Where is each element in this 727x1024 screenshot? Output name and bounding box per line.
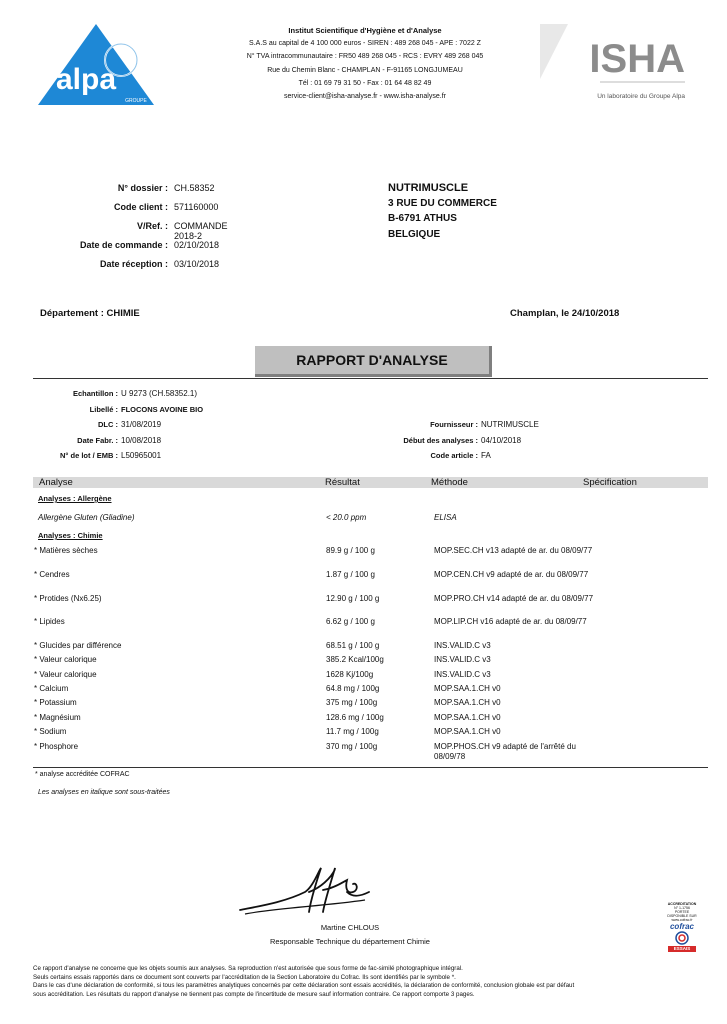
row-method: MOP.LIP.CH v16 adapté de ar. du 08/09/77: [434, 617, 587, 626]
footer-disclaimer: [33, 965, 713, 999]
cofrac-accreditation: ACCREDITATION: [667, 902, 697, 906]
row-analysis: * Potassium: [34, 698, 77, 707]
row-result: 1628 Kj/100g: [326, 670, 374, 679]
col-result: Résultat: [325, 477, 360, 488]
row-result: 375 mg / 100g: [326, 698, 378, 707]
client-code-label: Code client :: [113, 202, 168, 212]
row-result: 89.9 g / 100 g: [326, 546, 375, 555]
lab-line-4: Tél : 01 69 79 31 50 - Fax : 01 64 48 82 49: [298, 79, 432, 87]
signature: [235, 862, 375, 920]
table-row: [33, 655, 708, 669]
sample-label: Echantillon :: [73, 389, 118, 398]
row-method: MOP.SAA.1.CH v0: [434, 727, 501, 736]
row-result: 128.6 mg / 100g: [326, 713, 384, 722]
client-address: [388, 182, 497, 240]
row-analysis: * Phosphore: [34, 742, 79, 751]
lot-label: N° de lot / EMB :: [60, 451, 118, 460]
label-label: Libellé :: [89, 404, 118, 414]
table-row: [33, 670, 708, 684]
row-method: ELISA: [434, 513, 457, 522]
department: Département : CHIMIE: [40, 308, 140, 319]
cofrac-number: N° 1-1756: [674, 906, 690, 910]
table-row: [33, 698, 708, 712]
table-row: [33, 713, 708, 727]
table-row: [33, 617, 708, 631]
client-name: NUTRIMUSCLE: [388, 182, 469, 194]
subcontract-note: Les analyses en italique sont sous-traitées: [38, 789, 170, 796]
sample-info-right: [360, 420, 620, 467]
alpa-logo-text: alpa: [55, 63, 117, 96]
dossier-label: N° dossier :: [117, 183, 168, 193]
label-value: FLOCONS AVOINE BIO: [121, 404, 204, 414]
cofrac-symbol-icon: [671, 931, 693, 945]
order-date-label: Date de commande :: [79, 240, 168, 250]
row-method: MOP.PHOS.CH v9 adapté de l'arrêté du 08/09/78: [434, 742, 576, 761]
row-result: < 20.0 ppm: [326, 513, 367, 522]
row-result: 6.62 g / 100 g: [326, 617, 375, 626]
row-analysis: * Sodium: [34, 727, 67, 736]
client-city: B-6791 ATHUS: [388, 213, 457, 224]
row-method: MOP.SAA.1.CH v0: [434, 684, 501, 693]
table-row: [33, 684, 708, 698]
row-analysis: * Lipides: [34, 617, 65, 626]
cofrac-brand: cofrac: [669, 922, 694, 931]
isha-logo-text: ISHA: [589, 37, 685, 81]
supplier-label: Fournisseur :: [430, 420, 478, 429]
row-result: 68.51 g / 100 g: [326, 641, 380, 650]
alpa-logo: [36, 22, 156, 107]
row-analysis: * Cendres: [34, 570, 70, 579]
dossier-block: [40, 183, 230, 278]
row-method: MOP.SAA.1.CH v0: [434, 713, 501, 722]
cofrac-logo: [658, 902, 706, 970]
row-result: 385.2 Kcal/100g: [326, 655, 384, 664]
section-chemistry: Analyses : Chimie: [38, 531, 103, 540]
place-date: Champlan, le 24/10/2018: [510, 308, 620, 319]
cofrac-essais: ESSAIS: [668, 946, 696, 952]
row-result: 12.90 g / 100 g: [326, 594, 380, 603]
reception-date-value: 03/10/2018: [174, 259, 220, 269]
row-method: INS.VALID.C v3: [434, 655, 491, 664]
row-analysis: * Valeur calorique: [34, 655, 97, 664]
row-analysis: * Protides (Nx6.25): [34, 594, 102, 603]
footer-line-4: sous accréditation. Les résultats du rapport d'analyse ne tiennent pas compte de l'incertitude de mesure sauf information contraire. Ce rapport comporte 3 pages.: [33, 990, 475, 998]
row-method: MOP.PRO.CH v14 adapté de ar. du 08/09/77: [434, 594, 594, 603]
signatory-role: Responsable Technique du département Chimie: [270, 937, 430, 946]
row-analysis: * Calcium: [34, 684, 69, 693]
sample-info-left: [33, 389, 293, 467]
table-row: [33, 641, 708, 655]
table-row: [33, 513, 708, 527]
isha-logo: [540, 24, 690, 104]
order-date-value: 02/10/2018: [174, 240, 220, 250]
row-result: 370 mg / 100g: [326, 742, 378, 751]
accreditation-note: * analyse accréditée COFRAC: [35, 771, 130, 778]
ref-value: COMMANDE 2018-2: [174, 221, 228, 241]
isha-tagline: Un laboratoire du Groupe Alpa: [597, 93, 685, 100]
row-analysis: Allergène Gluten (Gliadine): [38, 513, 135, 522]
lab-line-5: service-client@isha-analyse.fr - www.isha-analyse.fr: [284, 93, 446, 101]
row-method: MOP.CEN.CH v9 adapté de ar. du 08/09/77: [434, 570, 589, 579]
col-analyse: Analyse: [39, 477, 73, 488]
supplier-value: NUTRIMUSCLE: [481, 420, 539, 429]
table-bottom-line: [33, 767, 708, 768]
dlc-value: 31/08/2019: [121, 420, 162, 429]
lab-line-2: N° TVA intracommunautaire : FR50 489 268 045 - RCS : EVRY 489 268 045: [246, 53, 484, 61]
row-method: MOP.SEC.CH v13 adapté de ar. du 08/09/77: [434, 546, 593, 555]
table-row: [33, 594, 708, 608]
table-row: [33, 546, 708, 560]
row-analysis: * Magnésium: [34, 713, 81, 722]
row-result: 64.8 mg / 100g: [326, 684, 380, 693]
signatory-name: Martine CHLOUS: [320, 923, 380, 932]
report-title: RAPPORT D'ANALYSE: [255, 346, 492, 377]
lab-line-1: S.A.S au capital de 4 100 000 euros - SIREN : 489 268 045 - APE : 7022 Z: [249, 40, 481, 48]
manufacture-date-label: Date Fabr. :: [77, 435, 118, 445]
analysis-start-label: Début des analyses :: [403, 435, 478, 445]
analysis-start-value: 04/10/2018: [481, 435, 522, 445]
row-method: MOP.SAA.1.CH v0: [434, 698, 501, 707]
footer-line-1: Ce rapport d'analyse ne concerne que les objets soumis aux analyses. Sa reproduction n'est autorisée que sous forme de fac-similé photographique intégral.: [33, 965, 463, 972]
client-street: 3 RUE DU COMMERCE: [388, 198, 497, 209]
results-table-header: [33, 477, 708, 488]
alpa-logo-sub: GROUPE: [125, 98, 147, 104]
lot-value: L50965001: [121, 451, 162, 460]
row-analysis: * Glucides par différence: [34, 641, 122, 650]
col-specification: Spécification: [583, 477, 637, 488]
article-code-value: FA: [481, 451, 491, 460]
row-result: 11.7 mg / 100g: [326, 727, 379, 736]
cofrac-dispo: DISPONIBLE SUR: [667, 914, 697, 918]
ref-label: V/Ref. :: [136, 221, 168, 231]
lab-name: Institut Scientifique d'Hygiène et d'Analyse: [288, 26, 442, 35]
client-country: BELGIQUE: [388, 229, 441, 240]
lab-line-3: Rue du Chemin Blanc - CHAMPLAN - F-91165 LONGJUMEAU: [267, 66, 463, 74]
footer-line-3: Dans le cas d'une déclaration de conformité, si tous les paramètres analytiques concernés par cette déclaration sont essais accrédités, la déclaration de conformité, conclusion globale est par défaut: [33, 982, 575, 989]
divider: [33, 378, 708, 379]
sample-value: U 9273 (CH.58352.1): [121, 389, 198, 398]
lab-header: [210, 24, 520, 103]
row-analysis: * Matières sèches: [34, 546, 98, 555]
article-code-label: Code article :: [430, 451, 478, 460]
reception-date-label: Date réception :: [99, 259, 168, 269]
row-method: INS.VALID.C v3: [434, 641, 491, 650]
row-method: INS.VALID.C v3: [434, 670, 491, 679]
client-code-value: 571160000: [174, 202, 219, 212]
row-result: 1.87 g / 100 g: [326, 570, 375, 579]
table-row: [33, 570, 708, 584]
dossier-value: CH.58352: [174, 183, 215, 193]
manufacture-date-value: 10/08/2018: [121, 435, 162, 445]
dlc-label: DLC :: [98, 420, 118, 429]
table-row: [33, 742, 708, 761]
cofrac-portee: PORTEE: [674, 910, 690, 914]
footer-line-2: Seuls certains essais rapportés dans ce document sont couverts par l'accréditation de la Section Laboratoire du Cofrac. Ils sont identifiés par le symbole *.: [33, 973, 456, 981]
section-allergen: Analyses : Allergène: [38, 494, 112, 503]
row-analysis: * Valeur calorique: [34, 670, 97, 679]
table-row: [33, 727, 708, 741]
cofrac-url: www.cofrac.fr: [671, 918, 693, 922]
col-method: Méthode: [431, 477, 468, 488]
